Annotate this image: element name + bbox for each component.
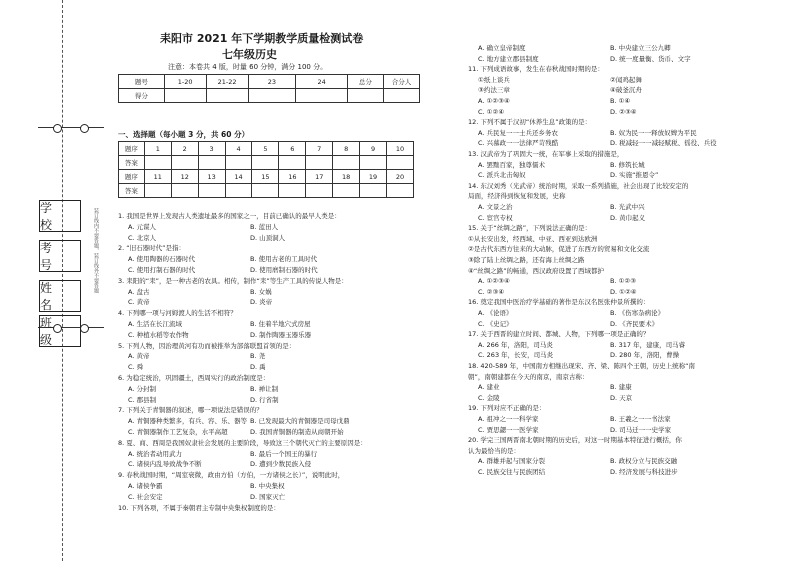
table-cell <box>383 89 419 103</box>
table-cell <box>333 156 360 170</box>
table-cell: 10 <box>387 142 414 156</box>
table-cell <box>306 184 333 198</box>
table-cell: 14 <box>225 170 252 184</box>
table-cell: 总分 <box>347 75 383 89</box>
question-text: 17. 关于西晋的建立时间、都城、人物，下列哪一项是正确的？ <box>468 330 650 339</box>
table-cell: 12 <box>171 170 198 184</box>
answer-option: B. 建康 <box>610 383 632 392</box>
answer-option: D. 山顶洞人 <box>250 233 286 242</box>
binding-mark-top <box>38 122 104 134</box>
answer-option: D. 司马迁一一史学家 <box>610 425 672 434</box>
table-cell: 合分人 <box>383 75 419 89</box>
answer-option: D. ①②④ <box>610 287 637 296</box>
answer-option: ③约法三章 <box>478 86 510 95</box>
table-cell: 1 <box>144 142 171 156</box>
table-cell: 5 <box>252 142 279 156</box>
answer-option: D. ②③④ <box>610 107 637 116</box>
answer-option: D. 经济发展与科技进步 <box>610 468 678 476</box>
answer-option: B. 中央集权 <box>250 482 285 490</box>
question-text: 5. 下列人物，因治理黄河有功而被推举为部落联盟首领的是： <box>118 341 296 350</box>
table-cell: 7 <box>306 142 333 156</box>
table-cell <box>206 89 248 103</box>
table-cell <box>164 89 206 103</box>
question-text: 18. 420-589 年，中国南方相继出现宋、齐、梁、陈四个王朝，历史上统称“南 <box>468 362 695 370</box>
answer-option: B. 光武中兴 <box>610 203 645 211</box>
question-text: 14. 东汉刘秀（光武帝）统治时期，采取一系列措施，社会出现了比较安定的 <box>468 181 689 190</box>
table-cell: 23 <box>248 75 296 89</box>
answer-option: D. 税减轻一一减轻赋税、徭役、兵役 <box>610 139 717 148</box>
table-cell <box>144 184 171 198</box>
question-text: 13. 汉武帝为了巩固大一统，在军事上采取的措施是， <box>468 150 624 158</box>
table-cell <box>387 156 414 170</box>
answer-option: D. 禹 <box>250 363 266 372</box>
answer-option: C. ①②④ <box>478 107 505 116</box>
binding-warning: 装订线内不要答题，装订线外不要答题 <box>93 208 99 293</box>
question-text: 9. 春秋战国时期，“周室衰微，政由方伯（方伯，一方诸侯之长）”，说明此时， <box>118 471 345 480</box>
question-text: 7. 下列关于青铜器的叙述，哪一项说法是错误的？ <box>118 406 263 415</box>
exam-subtitle: 七年级历史 <box>222 48 277 61</box>
question-text: 11. 下列成语故事，发生在春秋战国时期的是： <box>468 65 604 74</box>
table-cell <box>171 156 198 170</box>
question-text: 6. 为稳定统治，巩固疆土，西周实行的政治制度是： <box>118 374 270 382</box>
table-cell: 19 <box>360 170 387 184</box>
table-cell: 答案 <box>119 184 145 198</box>
answer-option: ①纸上谈兵 <box>478 75 510 84</box>
answer-option: C. 宦官专权 <box>478 213 513 222</box>
answer-option: C. 青铜器制作工艺复杂，水平高超 <box>128 428 228 436</box>
answer-option: C. 社会安定 <box>128 492 163 501</box>
question-text: 认为最恰当的是： <box>468 446 520 455</box>
answer-option: A. 建业 <box>478 383 500 392</box>
table-cell: 16 <box>279 170 306 184</box>
answer-option: B. 《伤寒杂病论》 <box>610 309 665 317</box>
table-cell <box>171 184 198 198</box>
score-table <box>118 74 420 103</box>
answer-option: B. 政权分立与民族交融 <box>610 457 678 466</box>
question-text: 19. 下列对应不正确的是： <box>468 404 546 413</box>
question-text: 15. 关于“丝绸之路”，下列说法正确的是： <box>468 224 592 233</box>
answer-option: C. 诸侯内乱导致战争不断 <box>128 460 202 469</box>
question-text: 10. 下列各项，不属于秦朝君主专制中央集权制度的是： <box>118 503 280 512</box>
table-cell: 24 <box>296 75 348 89</box>
answer-option: B. ①④ <box>610 97 631 105</box>
table-cell <box>198 184 225 198</box>
answer-option: A. 群雄并起与国家分裂 <box>478 457 545 466</box>
table-cell <box>360 184 387 198</box>
answer-option: A. 祖冲之一一科学家 <box>478 415 539 423</box>
table-cell: 2 <box>171 142 198 156</box>
answer-option: B. 尧 <box>250 352 266 361</box>
answer-option: B. ①②③ <box>610 277 637 286</box>
table-cell <box>279 184 306 198</box>
answer-option: D. 实施“推恩令” <box>610 171 659 180</box>
answer-option: D. 行省制 <box>250 395 279 404</box>
exam-number-label: 考 号 <box>39 240 81 272</box>
answer-option: D. 我国青铜器的制造从商朝开始 <box>250 428 344 436</box>
answer-option: C. 地方建立郡县制度 <box>478 54 539 63</box>
answer-option: A. 使用陶器的石器时代 <box>128 255 195 264</box>
answer-option: D. 遭到少数民族入侵 <box>250 460 312 469</box>
table-cell: 得分 <box>119 89 165 103</box>
table-cell: 题序 <box>119 170 145 184</box>
question-text: 16. 奠定我国中医治疗学基础的著作是东汉名医张仲景所撰的： <box>468 298 650 307</box>
table-cell <box>252 184 279 198</box>
table-cell <box>279 156 306 170</box>
answer-option: A. 266 年，洛阳，司马炎 <box>478 340 553 349</box>
answer-option: D. 统一度量衡、货币、文字 <box>610 54 691 63</box>
answer-option: D. 制作陶器玉器乐器 <box>250 330 312 339</box>
table-cell <box>225 184 252 198</box>
answer-option: A. 文景之治 <box>478 203 513 211</box>
exam-note: 注意：本卷共 4 版，时量 60 分钟，满分 100 分。 <box>168 63 328 71</box>
table-cell: 9 <box>360 142 387 156</box>
table-cell <box>248 89 296 103</box>
answer-option: B. 禅让制 <box>250 384 279 393</box>
table-cell: 20 <box>387 170 414 184</box>
answer-option: A. ①②③④ <box>478 97 510 105</box>
answer-option: D. 《齐民要术》 <box>610 319 659 328</box>
answer-option: D. 280 年，洛阳，曹操 <box>610 351 680 360</box>
answer-option: C. 派兵北击匈奴 <box>478 171 526 180</box>
answer-option: A. 《论语》 <box>478 309 513 317</box>
question-text: 3. 耒阳的“耒”，是一种古老的农具。相传，制作“耒”等生产工具的传说人物是： <box>118 276 348 285</box>
table-cell <box>198 156 225 170</box>
answer-option: B. 王羲之一一书法家 <box>610 415 671 423</box>
answer-option: B. 女娲 <box>250 287 272 296</box>
table-cell: 13 <box>198 170 225 184</box>
answer-option: D. 国家灭亡 <box>250 492 286 501</box>
table-cell: 6 <box>279 142 306 156</box>
answer-option: D. 天京 <box>610 393 633 402</box>
answer-option: C. 郡县制 <box>128 395 157 404</box>
answer-option: C. 263 年，长安，司马炎 <box>478 351 554 360</box>
answer-option: D. 黄巾起义 <box>610 213 646 222</box>
answer-option: B. 317 年，建康，司马睿 <box>610 340 686 349</box>
answer-option: A. 诸侯争霸 <box>128 482 163 490</box>
answer-option: C. 北京人 <box>128 233 157 242</box>
answer-option: A. 元谋人 <box>128 222 156 231</box>
table-cell: 21-22 <box>206 75 248 89</box>
answer-option: ②闻鸡起舞 <box>610 75 642 84</box>
answer-option: A. 分封制 <box>128 384 156 393</box>
table-cell <box>387 184 414 198</box>
answer-option: C. 民族交往与民族团结 <box>478 468 546 476</box>
answer-option: C. 舜 <box>128 363 144 372</box>
answer-option: A. 确立皇帝制度 <box>478 44 526 52</box>
question-text: 8. 夏、商、西周是我国奴隶社会发展的主要阶段，导致这三个朝代灭亡的主要原因是： <box>118 438 367 447</box>
question-text: 20. 学完三国两晋南北朝时期的历史后，对这一时期基本特征进行概括，你 <box>468 436 682 445</box>
table-cell <box>360 156 387 170</box>
answer-option: A. 统治者动用武力 <box>128 449 182 458</box>
table-cell <box>252 156 279 170</box>
answer-option: C. ②③④ <box>478 287 505 296</box>
answer-option: C. 《史记》 <box>478 319 513 328</box>
table-cell: 11 <box>144 170 171 184</box>
table-cell: 17 <box>306 170 333 184</box>
answer-option: C. 黄帝 <box>128 298 150 307</box>
question-text: 12. 下列不属于汉初“休养生息”政策的是： <box>468 118 592 127</box>
answer-option: A. 青铜器种类繁多，有兵、容、乐、器等 <box>128 417 247 426</box>
answer-option: B. 中央建立三公九卿 <box>610 44 671 52</box>
answer-option: B. 最后一个国王的暴行 <box>250 449 318 458</box>
table-cell: 18 <box>333 170 360 184</box>
answer-option: A. 兵民复一一士兵还乡务农 <box>478 128 558 137</box>
question-text: ③除了陆上丝绸之路，还有海上丝绸之路 <box>468 256 585 264</box>
question-text: 局面，经济得到恢复和发展，史称 <box>468 192 566 201</box>
school-label: 学 校 <box>39 200 81 232</box>
question-text: ②是古代东西方往来的大动脉，促进了东西方的贸易和文化交流 <box>468 245 650 254</box>
answer-option: D. 使用磨制石器的时代 <box>250 266 318 274</box>
answer-option: C. 使用打制石器的时代 <box>128 266 196 274</box>
answer-option: C. 贾思勰一一医学家 <box>478 425 539 434</box>
answer-option: ④破釜沉舟 <box>610 86 642 95</box>
answer-option: A. 盘古 <box>128 287 150 296</box>
answer-option: B. 奴为民一一释放奴婢为平民 <box>610 128 697 137</box>
table-cell <box>296 89 348 103</box>
answer-option: A. 生活在长江流域 <box>128 320 182 328</box>
table-cell: 题序 <box>119 142 145 156</box>
answer-option: A. ①②③④ <box>478 277 510 286</box>
question-text: 4. 下列哪一项与河姆渡人的生活不相符？ <box>118 309 237 318</box>
answer-option: C. 金陵 <box>478 393 500 402</box>
table-cell <box>306 156 333 170</box>
exam-title: 耒阳市 2021 年下学期教学质量检测试卷 <box>160 32 364 45</box>
question-text: ①从长安出发，经西域、中亚、西亚到达欧洲 <box>468 234 598 243</box>
table-cell <box>333 184 360 198</box>
answer-option: B. 已发现最大的青铜器是司母戊鼎 <box>250 417 350 426</box>
table-cell <box>144 156 171 170</box>
table-cell: 题号 <box>119 75 165 89</box>
table-cell: 8 <box>333 142 360 156</box>
answer-option: A. 罢黜百家，独尊儒术 <box>478 160 545 169</box>
table-cell: 答案 <box>119 156 145 170</box>
answer-grid <box>118 141 414 198</box>
answer-option: B. 修筑长城 <box>610 160 645 169</box>
answer-option: D. 炎帝 <box>250 298 273 307</box>
table-cell <box>347 89 383 103</box>
name-label: 姓 名 <box>39 280 81 312</box>
answer-option: B. 住着半地穴式房屋 <box>250 320 311 328</box>
section-title: 一、选择题（每小题 3 分，共 60 分） <box>118 130 250 139</box>
question-text: ④“丝绸之路”的畅通，西汉政府设置了西域都护 <box>468 266 605 275</box>
table-cell: 3 <box>198 142 225 156</box>
table-cell <box>225 156 252 170</box>
table-cell: 4 <box>225 142 252 156</box>
answer-option: B. 蓝田人 <box>250 222 279 231</box>
table-cell: 1-20 <box>164 75 206 89</box>
answer-option: B. 使用古老的工具时代 <box>250 255 318 264</box>
answer-option: C. 兴慕政一一法律严苛残酷 <box>478 139 559 148</box>
table-cell: 15 <box>252 170 279 184</box>
question-text: 1. 我国是世界上发现古人类遗址最多的国家之一，目前已确认的最早人类是： <box>118 212 341 220</box>
question-text: 2. “旧石器时代”是指： <box>118 244 186 253</box>
answer-option: A. 黄帝 <box>128 352 150 361</box>
answer-option: C. 种植水稻等农作物 <box>128 330 189 339</box>
question-text: 朝”，南朝建都在今天的南京，南京古称： <box>468 372 589 381</box>
class-label: 班 级 <box>39 315 81 347</box>
